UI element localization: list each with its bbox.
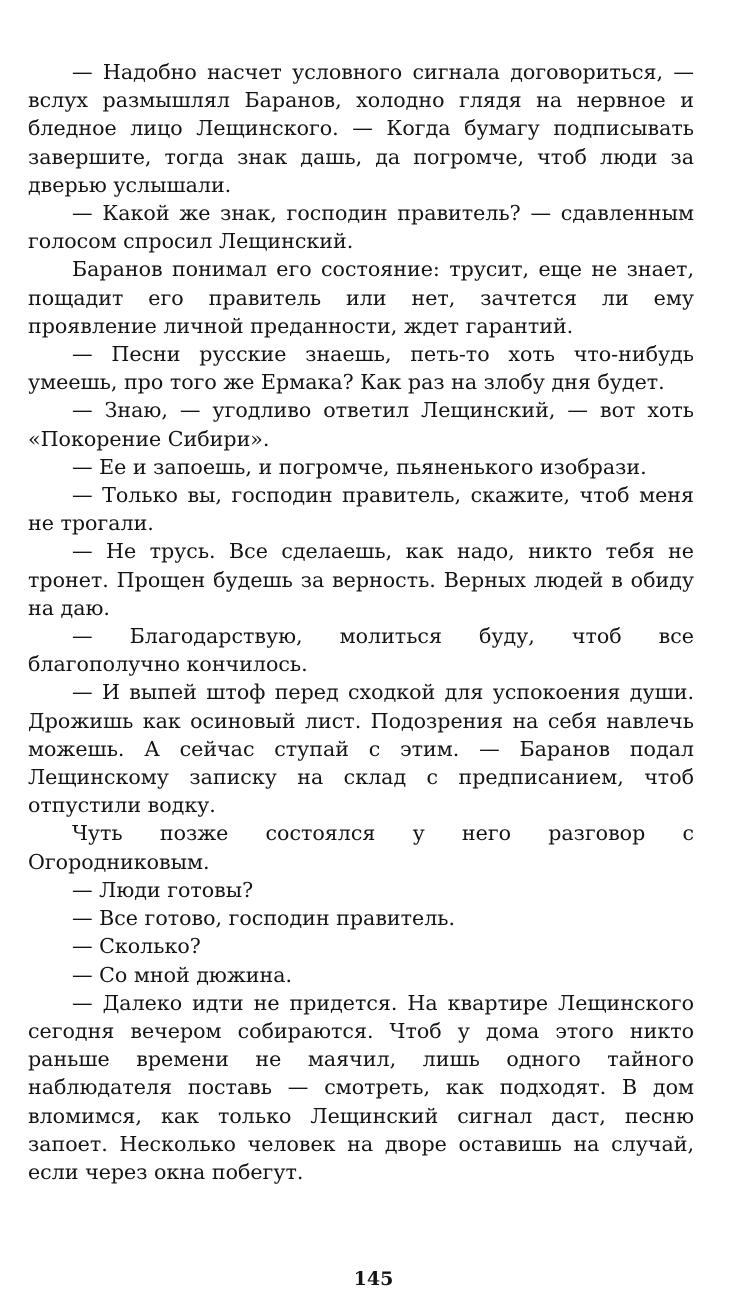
paragraph: — И выпей штоф перед сходкой для успокоения души. Дрожишь как осиновый лист. Подозрения на себя навлечь можешь. А сейчас ступай с этим. — Баранов подал Лещинскому записку на склад с предписанием, чтоб отпустили водку.	[28, 680, 694, 818]
paragraph: — Сколько?	[72, 934, 201, 959]
paragraph: — Знаю, — угодливо ответил Лещинский, — вот хоть «Покорение Сибири».	[28, 398, 694, 451]
page-number: 145	[353, 1268, 394, 1290]
paragraph: — Песни русские знаешь, петь-то хоть что-нибудь умеешь, про того же Ермака? Как раз на злобу дня будет.	[28, 342, 694, 395]
paragraph: — Люди готовы?	[72, 877, 254, 902]
book-page-text	[28, 58, 694, 1186]
paragraph: — Все готово, господин правитель.	[72, 906, 456, 931]
paragraph: — Надобно насчет условного сигнала договориться, — вслух размышлял Баранов, холодно глядя на нервное и бледное лицо Лещинского. — Когда бумагу подписывать завершите, тогда знак дашь, да погромче, чтоб люди за дверью услышали.	[28, 60, 694, 197]
paragraph: Баранов понимал его состояние: трусит, еще не знает, пощадит его правитель или нет, зачтется ли ему проявление личной преданности, ждет гарантий.	[28, 257, 694, 338]
paragraph: — Ее и запоешь, и погромче, пьяненького изобрази.	[72, 454, 647, 479]
paragraph: — Далеко идти не придется. На квартире Лещинского сегодня вечером собираются. Чтоб у дома этого никто раньше времени не маячил, лишь одного тайного наблюдателя поставь — смотреть, как подходят. В дом вломимся, как только Лещинский сигнал даст, песню запоет. Несколько человек на дворе оставишь на случай, если через окна побегут.	[28, 990, 694, 1184]
paragraph: — Благодарствую, молиться буду, чтоб все благополучно кончилось.	[28, 624, 694, 677]
paragraph: — Со мной дюжина.	[72, 962, 293, 987]
paragraph: — Только вы, господин правитель, скажите, чтоб меня не трогали.	[28, 483, 694, 536]
paragraph: Чуть позже состоялся у него разговор с Огородниковым.	[28, 821, 694, 874]
paragraph: — Какой же знак, господин правитель? — сдавленным голосом спросил Лещинский.	[28, 201, 694, 254]
paragraph: — Не трусь. Все сделаешь, как надо, никто тебя не тронет. Прощен будешь за верность. Верных людей в обиду на даю.	[28, 539, 694, 620]
